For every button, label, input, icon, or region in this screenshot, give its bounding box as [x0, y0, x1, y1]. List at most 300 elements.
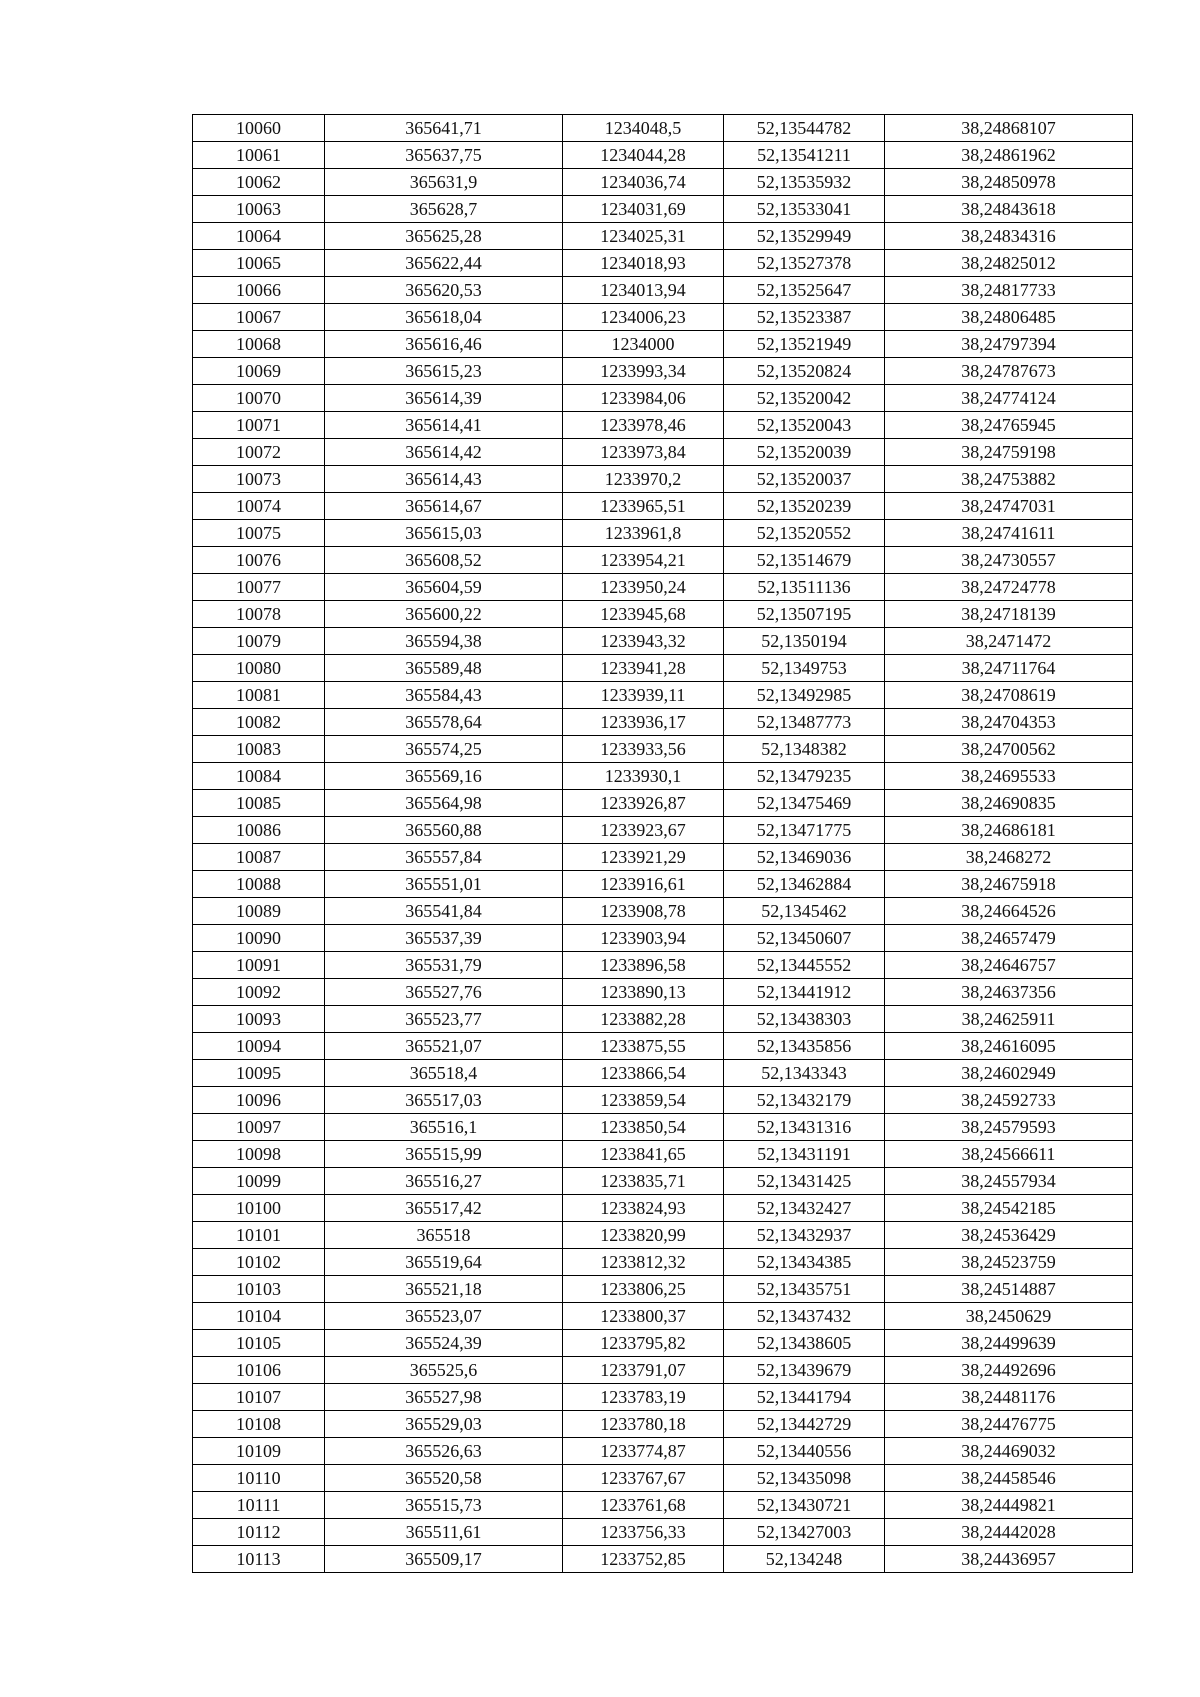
table-row — [193, 682, 1133, 709]
latitude-cell: 52,13520042 — [724, 385, 885, 412]
y-coordinate-cell: 1233806,25 — [563, 1276, 724, 1303]
point-number-cell: 10079 — [193, 628, 325, 655]
latitude-cell: 52,13432937 — [724, 1222, 885, 1249]
table-row — [193, 304, 1133, 331]
point-number-cell: 10109 — [193, 1438, 325, 1465]
y-coordinate-cell: 1233970,2 — [563, 466, 724, 493]
longitude-cell: 38,24637356 — [885, 979, 1133, 1006]
point-number-cell: 10071 — [193, 412, 325, 439]
table-row — [193, 1114, 1133, 1141]
x-coordinate-cell: 365604,59 — [325, 574, 563, 601]
point-number-cell: 10060 — [193, 115, 325, 142]
y-coordinate-cell: 1233950,24 — [563, 574, 724, 601]
longitude-cell: 38,24730557 — [885, 547, 1133, 574]
y-coordinate-cell: 1233921,29 — [563, 844, 724, 871]
longitude-cell: 38,24592733 — [885, 1087, 1133, 1114]
point-number-cell: 10062 — [193, 169, 325, 196]
point-number-cell: 10108 — [193, 1411, 325, 1438]
x-coordinate-cell: 365574,25 — [325, 736, 563, 763]
table-row — [193, 925, 1133, 952]
longitude-cell: 38,2450629 — [885, 1303, 1133, 1330]
table-row — [193, 493, 1133, 520]
x-coordinate-cell: 365578,64 — [325, 709, 563, 736]
y-coordinate-cell: 1233866,54 — [563, 1060, 724, 1087]
point-number-cell: 10111 — [193, 1492, 325, 1519]
y-coordinate-cell: 1234048,5 — [563, 115, 724, 142]
point-number-cell: 10069 — [193, 358, 325, 385]
x-coordinate-cell: 365557,84 — [325, 844, 563, 871]
point-number-cell: 10065 — [193, 250, 325, 277]
table-row — [193, 601, 1133, 628]
y-coordinate-cell: 1233756,33 — [563, 1519, 724, 1546]
table-row — [193, 1168, 1133, 1195]
y-coordinate-cell: 1233875,55 — [563, 1033, 724, 1060]
y-coordinate-cell: 1234000 — [563, 331, 724, 358]
y-coordinate-cell: 1233774,87 — [563, 1438, 724, 1465]
x-coordinate-cell: 365622,44 — [325, 250, 563, 277]
table-row — [193, 979, 1133, 1006]
y-coordinate-cell: 1234031,69 — [563, 196, 724, 223]
point-number-cell: 10105 — [193, 1330, 325, 1357]
point-number-cell: 10095 — [193, 1060, 325, 1087]
longitude-cell: 38,24834316 — [885, 223, 1133, 250]
point-number-cell: 10097 — [193, 1114, 325, 1141]
y-coordinate-cell: 1233926,87 — [563, 790, 724, 817]
longitude-cell: 38,2468272 — [885, 844, 1133, 871]
x-coordinate-cell: 365620,53 — [325, 277, 563, 304]
point-number-cell: 10073 — [193, 466, 325, 493]
point-number-cell: 10075 — [193, 520, 325, 547]
table-row — [193, 790, 1133, 817]
longitude-cell: 38,24557934 — [885, 1168, 1133, 1195]
latitude-cell: 52,13541211 — [724, 142, 885, 169]
x-coordinate-cell: 365516,1 — [325, 1114, 563, 1141]
latitude-cell: 52,13432427 — [724, 1195, 885, 1222]
y-coordinate-cell: 1233965,51 — [563, 493, 724, 520]
longitude-cell: 38,24708619 — [885, 682, 1133, 709]
table-row — [193, 1195, 1133, 1222]
x-coordinate-cell: 365616,46 — [325, 331, 563, 358]
table-row — [193, 1060, 1133, 1087]
latitude-cell: 52,13479235 — [724, 763, 885, 790]
x-coordinate-cell: 365614,39 — [325, 385, 563, 412]
latitude-cell: 52,13520043 — [724, 412, 885, 439]
table-row — [193, 736, 1133, 763]
x-coordinate-cell: 365641,71 — [325, 115, 563, 142]
longitude-cell: 38,24806485 — [885, 304, 1133, 331]
y-coordinate-cell: 1233943,32 — [563, 628, 724, 655]
longitude-cell: 38,24664526 — [885, 898, 1133, 925]
latitude-cell: 52,134248 — [724, 1546, 885, 1573]
point-number-cell: 10088 — [193, 871, 325, 898]
x-coordinate-cell: 365529,03 — [325, 1411, 563, 1438]
y-coordinate-cell: 1234044,28 — [563, 142, 724, 169]
table-row — [193, 439, 1133, 466]
latitude-cell: 52,13434385 — [724, 1249, 885, 1276]
x-coordinate-cell: 365637,75 — [325, 142, 563, 169]
y-coordinate-cell: 1233795,82 — [563, 1330, 724, 1357]
longitude-cell: 38,24436957 — [885, 1546, 1133, 1573]
table-row — [193, 1438, 1133, 1465]
y-coordinate-cell: 1233824,93 — [563, 1195, 724, 1222]
table-row — [193, 196, 1133, 223]
latitude-cell: 52,13441912 — [724, 979, 885, 1006]
x-coordinate-cell: 365521,07 — [325, 1033, 563, 1060]
longitude-cell: 38,24787673 — [885, 358, 1133, 385]
longitude-cell: 38,24492696 — [885, 1357, 1133, 1384]
y-coordinate-cell: 1233841,65 — [563, 1141, 724, 1168]
longitude-cell: 38,24449821 — [885, 1492, 1133, 1519]
y-coordinate-cell: 1234006,23 — [563, 304, 724, 331]
table-row — [193, 763, 1133, 790]
point-number-cell: 10063 — [193, 196, 325, 223]
point-number-cell: 10113 — [193, 1546, 325, 1573]
latitude-cell: 52,13440556 — [724, 1438, 885, 1465]
latitude-cell: 52,13462884 — [724, 871, 885, 898]
point-number-cell: 10102 — [193, 1249, 325, 1276]
longitude-cell: 38,24861962 — [885, 142, 1133, 169]
y-coordinate-cell: 1233933,56 — [563, 736, 724, 763]
table-row — [193, 1546, 1133, 1573]
table-row — [193, 1330, 1133, 1357]
longitude-cell: 38,24514887 — [885, 1276, 1133, 1303]
table-row — [193, 223, 1133, 250]
longitude-cell: 38,24536429 — [885, 1222, 1133, 1249]
y-coordinate-cell: 1233978,46 — [563, 412, 724, 439]
longitude-cell: 38,24825012 — [885, 250, 1133, 277]
longitude-cell: 38,24868107 — [885, 115, 1133, 142]
table-row — [193, 142, 1133, 169]
point-number-cell: 10077 — [193, 574, 325, 601]
table-row — [193, 1006, 1133, 1033]
table-row — [193, 1249, 1133, 1276]
x-coordinate-cell: 365625,28 — [325, 223, 563, 250]
latitude-cell: 52,13520824 — [724, 358, 885, 385]
x-coordinate-cell: 365569,16 — [325, 763, 563, 790]
point-number-cell: 10081 — [193, 682, 325, 709]
latitude-cell: 52,13487773 — [724, 709, 885, 736]
point-number-cell: 10110 — [193, 1465, 325, 1492]
x-coordinate-cell: 365521,18 — [325, 1276, 563, 1303]
longitude-cell: 38,24711764 — [885, 655, 1133, 682]
y-coordinate-cell: 1233761,68 — [563, 1492, 724, 1519]
x-coordinate-cell: 365614,67 — [325, 493, 563, 520]
longitude-cell: 38,24759198 — [885, 439, 1133, 466]
point-number-cell: 10103 — [193, 1276, 325, 1303]
latitude-cell: 52,13492985 — [724, 682, 885, 709]
x-coordinate-cell: 365515,99 — [325, 1141, 563, 1168]
latitude-cell: 52,13431425 — [724, 1168, 885, 1195]
x-coordinate-cell: 365615,23 — [325, 358, 563, 385]
y-coordinate-cell: 1234013,94 — [563, 277, 724, 304]
point-number-cell: 10096 — [193, 1087, 325, 1114]
x-coordinate-cell: 365600,22 — [325, 601, 563, 628]
longitude-cell: 38,24686181 — [885, 817, 1133, 844]
longitude-cell: 38,24817733 — [885, 277, 1133, 304]
y-coordinate-cell: 1233930,1 — [563, 763, 724, 790]
y-coordinate-cell: 1234018,93 — [563, 250, 724, 277]
point-number-cell: 10086 — [193, 817, 325, 844]
longitude-cell: 38,24469032 — [885, 1438, 1133, 1465]
point-number-cell: 10106 — [193, 1357, 325, 1384]
longitude-cell: 38,24774124 — [885, 385, 1133, 412]
x-coordinate-cell: 365531,79 — [325, 952, 563, 979]
y-coordinate-cell: 1233882,28 — [563, 1006, 724, 1033]
longitude-cell: 38,24700562 — [885, 736, 1133, 763]
table-row — [193, 1087, 1133, 1114]
x-coordinate-cell: 365516,27 — [325, 1168, 563, 1195]
table-row — [193, 115, 1133, 142]
point-number-cell: 10107 — [193, 1384, 325, 1411]
x-coordinate-cell: 365560,88 — [325, 817, 563, 844]
table-row — [193, 466, 1133, 493]
y-coordinate-cell: 1233903,94 — [563, 925, 724, 952]
longitude-cell: 38,24566611 — [885, 1141, 1133, 1168]
point-number-cell: 10070 — [193, 385, 325, 412]
latitude-cell: 52,13507195 — [724, 601, 885, 628]
latitude-cell: 52,13475469 — [724, 790, 885, 817]
x-coordinate-cell: 365509,17 — [325, 1546, 563, 1573]
table-row — [193, 817, 1133, 844]
longitude-cell: 38,24442028 — [885, 1519, 1133, 1546]
y-coordinate-cell: 1234025,31 — [563, 223, 724, 250]
point-number-cell: 10100 — [193, 1195, 325, 1222]
x-coordinate-cell: 365608,52 — [325, 547, 563, 574]
table-row — [193, 547, 1133, 574]
x-coordinate-cell: 365614,41 — [325, 412, 563, 439]
point-number-cell: 10094 — [193, 1033, 325, 1060]
latitude-cell: 52,13520037 — [724, 466, 885, 493]
point-number-cell: 10080 — [193, 655, 325, 682]
point-number-cell: 10072 — [193, 439, 325, 466]
longitude-cell: 38,24724778 — [885, 574, 1133, 601]
longitude-cell: 38,24690835 — [885, 790, 1133, 817]
latitude-cell: 52,1345462 — [724, 898, 885, 925]
x-coordinate-cell: 365541,84 — [325, 898, 563, 925]
latitude-cell: 52,13544782 — [724, 115, 885, 142]
x-coordinate-cell: 365517,03 — [325, 1087, 563, 1114]
latitude-cell: 52,13438303 — [724, 1006, 885, 1033]
y-coordinate-cell: 1233752,85 — [563, 1546, 724, 1573]
y-coordinate-cell: 1233973,84 — [563, 439, 724, 466]
table-row — [193, 1519, 1133, 1546]
x-coordinate-cell: 365518,4 — [325, 1060, 563, 1087]
table-row — [193, 277, 1133, 304]
latitude-cell: 52,13435856 — [724, 1033, 885, 1060]
x-coordinate-cell: 365618,04 — [325, 304, 563, 331]
longitude-cell: 38,24797394 — [885, 331, 1133, 358]
longitude-cell: 38,24542185 — [885, 1195, 1133, 1222]
point-number-cell: 10076 — [193, 547, 325, 574]
latitude-cell: 52,13442729 — [724, 1411, 885, 1438]
longitude-cell: 38,24675918 — [885, 871, 1133, 898]
table-row — [193, 1222, 1133, 1249]
point-number-cell: 10112 — [193, 1519, 325, 1546]
y-coordinate-cell: 1233954,21 — [563, 547, 724, 574]
point-number-cell: 10104 — [193, 1303, 325, 1330]
latitude-cell: 52,13535932 — [724, 169, 885, 196]
latitude-cell: 52,13521949 — [724, 331, 885, 358]
latitude-cell: 52,13471775 — [724, 817, 885, 844]
x-coordinate-cell: 365523,07 — [325, 1303, 563, 1330]
latitude-cell: 52,13445552 — [724, 952, 885, 979]
latitude-cell: 52,13427003 — [724, 1519, 885, 1546]
y-coordinate-cell: 1233791,07 — [563, 1357, 724, 1384]
latitude-cell: 52,1348382 — [724, 736, 885, 763]
latitude-cell: 52,1349753 — [724, 655, 885, 682]
table-row — [193, 169, 1133, 196]
point-number-cell: 10090 — [193, 925, 325, 952]
table-row — [193, 1465, 1133, 1492]
table-row — [193, 898, 1133, 925]
latitude-cell: 52,13527378 — [724, 250, 885, 277]
table-row — [193, 1384, 1133, 1411]
x-coordinate-cell: 365519,64 — [325, 1249, 563, 1276]
y-coordinate-cell: 1233916,61 — [563, 871, 724, 898]
latitude-cell: 52,13529949 — [724, 223, 885, 250]
y-coordinate-cell: 1233984,06 — [563, 385, 724, 412]
longitude-cell: 38,24458546 — [885, 1465, 1133, 1492]
longitude-cell: 38,24499639 — [885, 1330, 1133, 1357]
x-coordinate-cell: 365615,03 — [325, 520, 563, 547]
point-number-cell: 10091 — [193, 952, 325, 979]
point-number-cell: 10093 — [193, 1006, 325, 1033]
y-coordinate-cell: 1233820,99 — [563, 1222, 724, 1249]
table-row — [193, 871, 1133, 898]
longitude-cell: 38,24602949 — [885, 1060, 1133, 1087]
x-coordinate-cell: 365517,42 — [325, 1195, 563, 1222]
point-number-cell: 10083 — [193, 736, 325, 763]
y-coordinate-cell: 1233896,58 — [563, 952, 724, 979]
x-coordinate-cell: 365523,77 — [325, 1006, 563, 1033]
latitude-cell: 52,13511136 — [724, 574, 885, 601]
x-coordinate-cell: 365594,38 — [325, 628, 563, 655]
point-number-cell: 10092 — [193, 979, 325, 1006]
y-coordinate-cell: 1233936,17 — [563, 709, 724, 736]
table-row — [193, 520, 1133, 547]
y-coordinate-cell: 1233783,19 — [563, 1384, 724, 1411]
x-coordinate-cell: 365518 — [325, 1222, 563, 1249]
x-coordinate-cell: 365584,43 — [325, 682, 563, 709]
latitude-cell: 52,13437432 — [724, 1303, 885, 1330]
x-coordinate-cell: 365631,9 — [325, 169, 563, 196]
latitude-cell: 52,13439679 — [724, 1357, 885, 1384]
x-coordinate-cell: 365551,01 — [325, 871, 563, 898]
x-coordinate-cell: 365628,7 — [325, 196, 563, 223]
x-coordinate-cell: 365527,98 — [325, 1384, 563, 1411]
x-coordinate-cell: 365511,61 — [325, 1519, 563, 1546]
y-coordinate-cell: 1233908,78 — [563, 898, 724, 925]
table-row — [193, 1411, 1133, 1438]
latitude-cell: 52,13430721 — [724, 1492, 885, 1519]
table-row — [193, 952, 1133, 979]
point-number-cell: 10099 — [193, 1168, 325, 1195]
y-coordinate-cell: 1233961,8 — [563, 520, 724, 547]
y-coordinate-cell: 1233850,54 — [563, 1114, 724, 1141]
x-coordinate-cell: 365564,98 — [325, 790, 563, 817]
table-row — [193, 331, 1133, 358]
table-row — [193, 1033, 1133, 1060]
table-row — [193, 844, 1133, 871]
latitude-cell: 52,13520552 — [724, 520, 885, 547]
y-coordinate-cell: 1233923,67 — [563, 817, 724, 844]
y-coordinate-cell: 1233939,11 — [563, 682, 724, 709]
y-coordinate-cell: 1233800,37 — [563, 1303, 724, 1330]
latitude-cell: 52,1343343 — [724, 1060, 885, 1087]
point-number-cell: 10061 — [193, 142, 325, 169]
latitude-cell: 52,13469036 — [724, 844, 885, 871]
longitude-cell: 38,24753882 — [885, 466, 1133, 493]
point-number-cell: 10068 — [193, 331, 325, 358]
latitude-cell: 52,13525647 — [724, 277, 885, 304]
table-row — [193, 250, 1133, 277]
x-coordinate-cell: 365614,42 — [325, 439, 563, 466]
x-coordinate-cell: 365525,6 — [325, 1357, 563, 1384]
coordinates-table — [192, 114, 1133, 1573]
y-coordinate-cell: 1233767,67 — [563, 1465, 724, 1492]
point-number-cell: 10074 — [193, 493, 325, 520]
latitude-cell: 52,13441794 — [724, 1384, 885, 1411]
latitude-cell: 52,13533041 — [724, 196, 885, 223]
latitude-cell: 52,13523387 — [724, 304, 885, 331]
table-row — [193, 709, 1133, 736]
longitude-cell: 38,24646757 — [885, 952, 1133, 979]
latitude-cell: 52,13520039 — [724, 439, 885, 466]
latitude-cell: 52,13432179 — [724, 1087, 885, 1114]
longitude-cell: 38,24741611 — [885, 520, 1133, 547]
longitude-cell: 38,24718139 — [885, 601, 1133, 628]
y-coordinate-cell: 1233859,54 — [563, 1087, 724, 1114]
point-number-cell: 10064 — [193, 223, 325, 250]
latitude-cell: 52,13435751 — [724, 1276, 885, 1303]
y-coordinate-cell: 1233993,34 — [563, 358, 724, 385]
latitude-cell: 52,13514679 — [724, 547, 885, 574]
table-row — [193, 655, 1133, 682]
longitude-cell: 38,24704353 — [885, 709, 1133, 736]
point-number-cell: 10078 — [193, 601, 325, 628]
point-number-cell: 10098 — [193, 1141, 325, 1168]
x-coordinate-cell: 365515,73 — [325, 1492, 563, 1519]
y-coordinate-cell: 1233835,71 — [563, 1168, 724, 1195]
point-number-cell: 10089 — [193, 898, 325, 925]
point-number-cell: 10087 — [193, 844, 325, 871]
latitude-cell: 52,13438605 — [724, 1330, 885, 1357]
table-row — [193, 1276, 1133, 1303]
table-row — [193, 574, 1133, 601]
point-number-cell: 10101 — [193, 1222, 325, 1249]
point-number-cell: 10066 — [193, 277, 325, 304]
x-coordinate-cell: 365520,58 — [325, 1465, 563, 1492]
y-coordinate-cell: 1233812,32 — [563, 1249, 724, 1276]
y-coordinate-cell: 1234036,74 — [563, 169, 724, 196]
point-number-cell: 10084 — [193, 763, 325, 790]
longitude-cell: 38,24481176 — [885, 1384, 1133, 1411]
coordinates-table-body — [193, 115, 1133, 1573]
table-row — [193, 628, 1133, 655]
point-number-cell: 10067 — [193, 304, 325, 331]
latitude-cell: 52,1350194 — [724, 628, 885, 655]
point-number-cell: 10082 — [193, 709, 325, 736]
x-coordinate-cell: 365527,76 — [325, 979, 563, 1006]
x-coordinate-cell: 365614,43 — [325, 466, 563, 493]
longitude-cell: 38,24625911 — [885, 1006, 1133, 1033]
latitude-cell: 52,13431316 — [724, 1114, 885, 1141]
latitude-cell: 52,13435098 — [724, 1465, 885, 1492]
x-coordinate-cell: 365524,39 — [325, 1330, 563, 1357]
table-row — [193, 1492, 1133, 1519]
longitude-cell: 38,24765945 — [885, 412, 1133, 439]
x-coordinate-cell: 365537,39 — [325, 925, 563, 952]
